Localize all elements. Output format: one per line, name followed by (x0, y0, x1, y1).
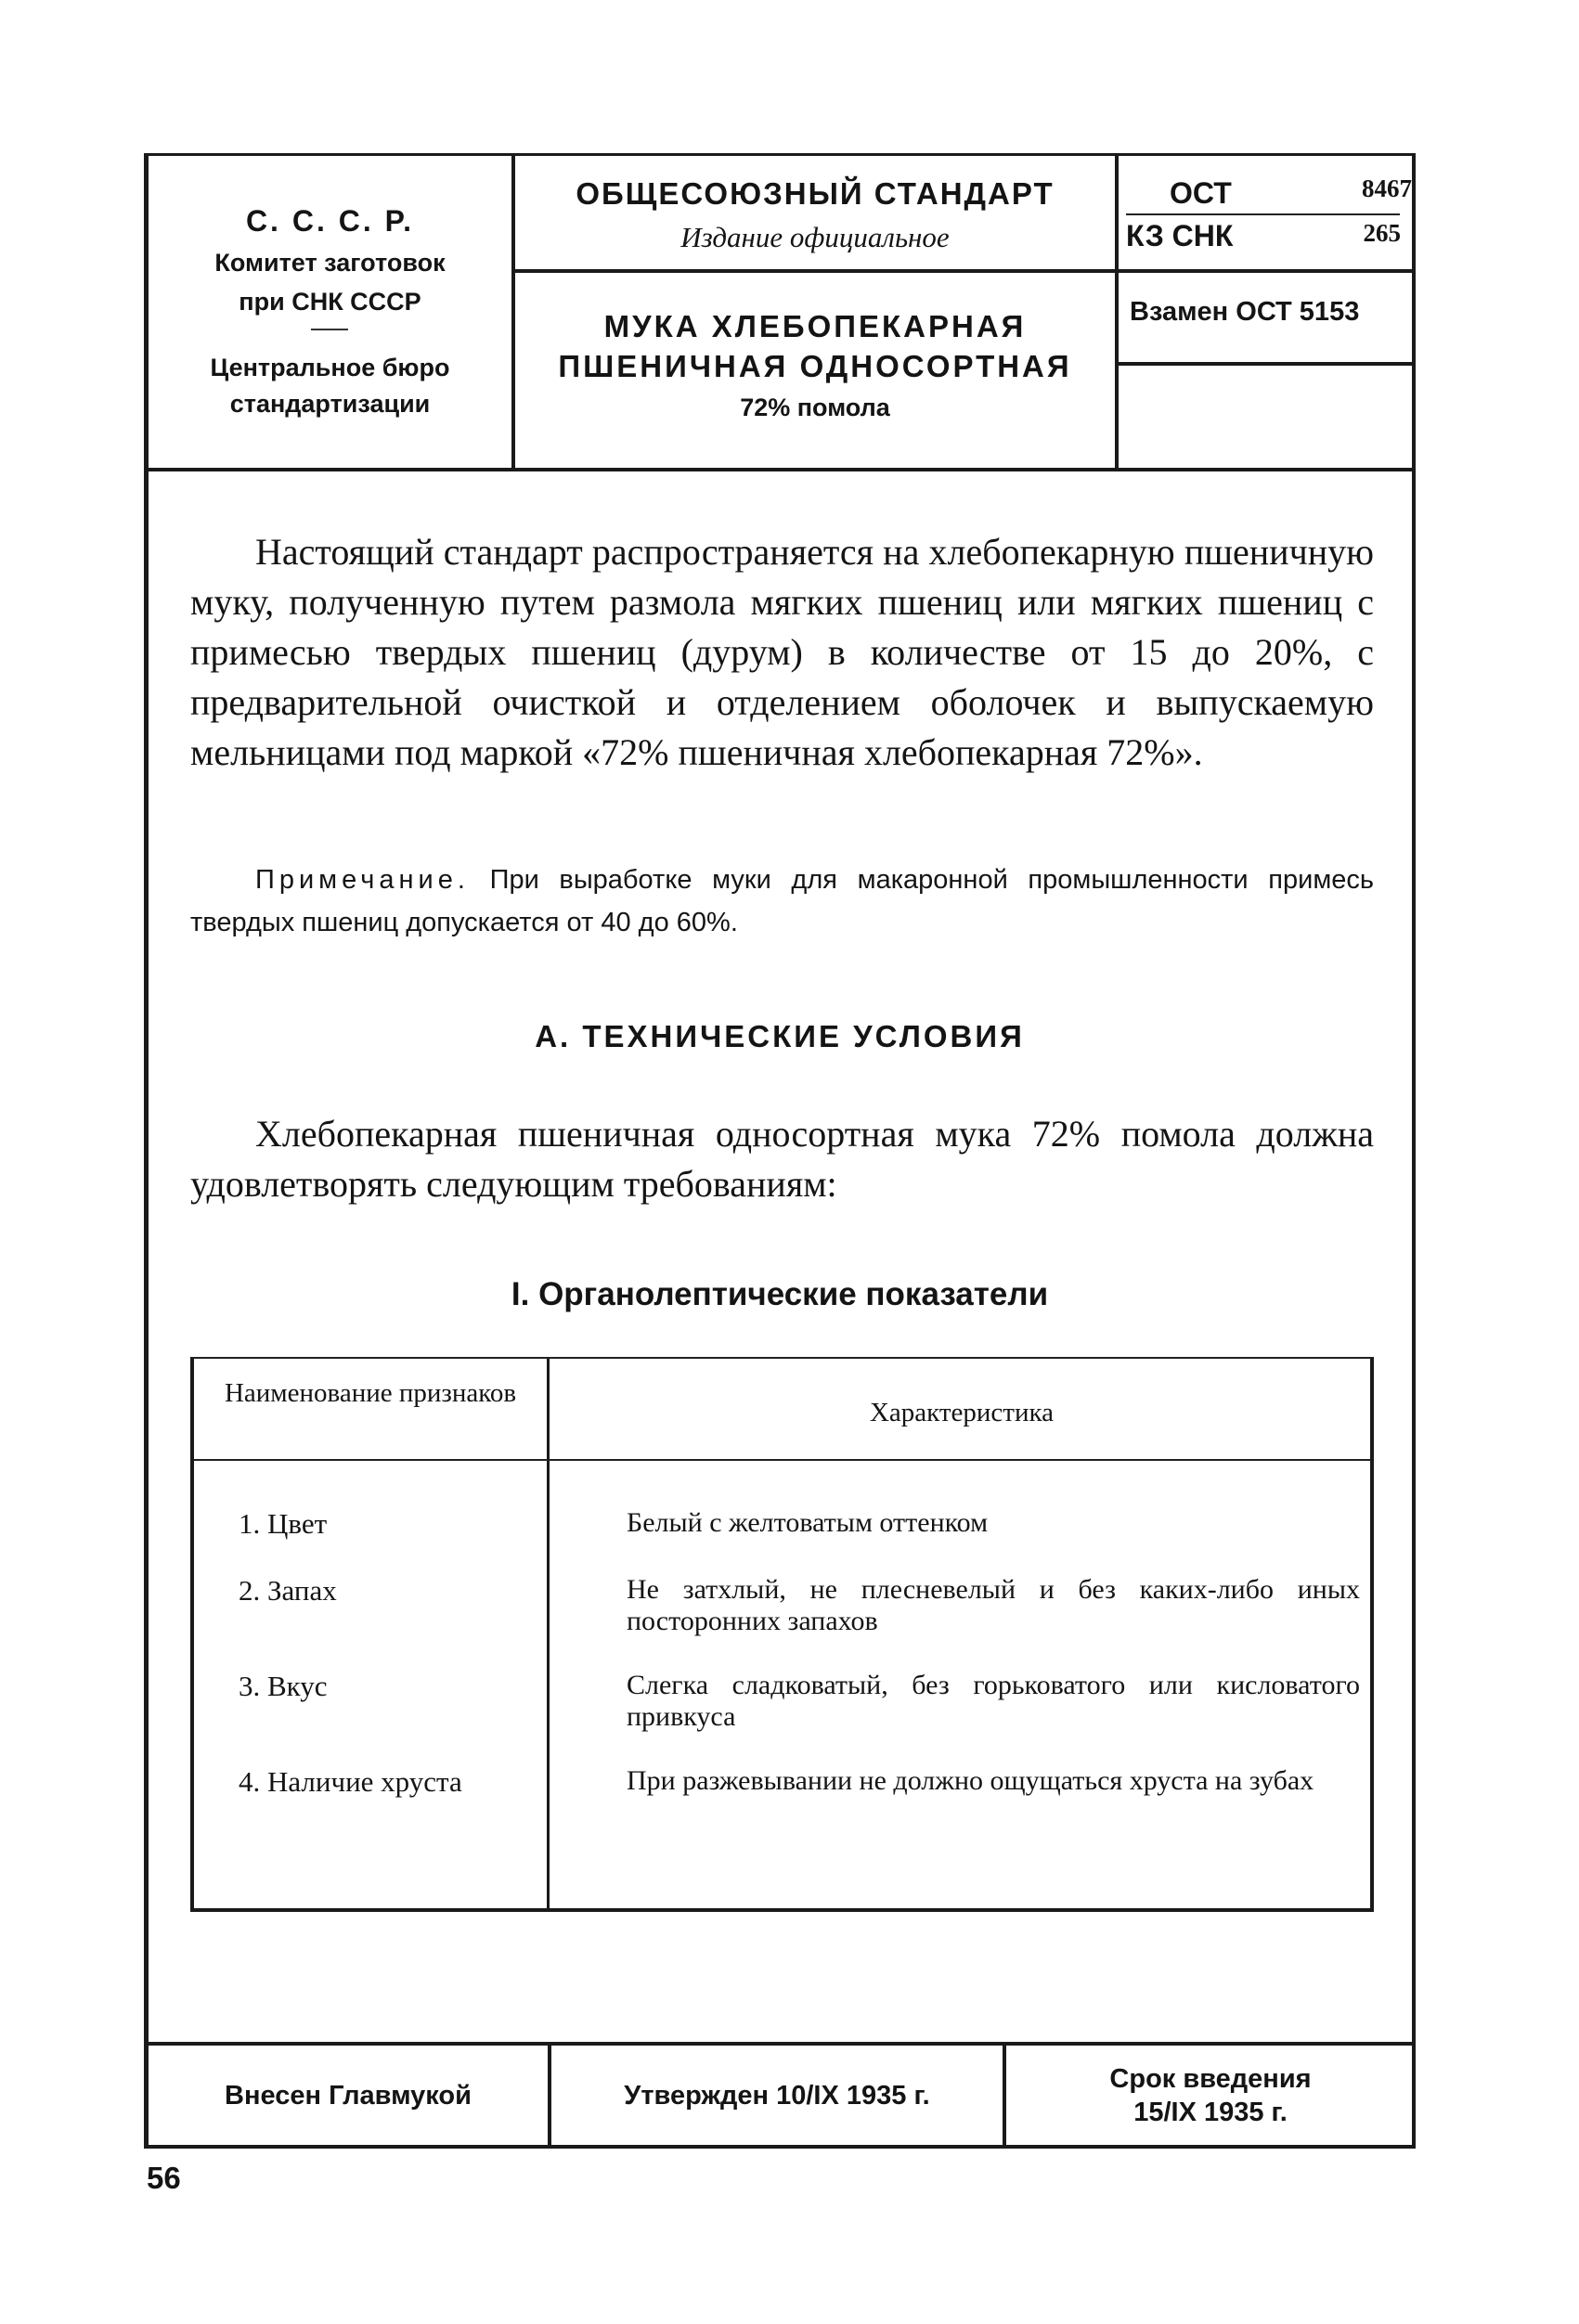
title-separator (515, 269, 1115, 273)
committee-line-2: при СНК СССР (239, 288, 421, 316)
header-block (149, 156, 1412, 471)
product-title-line-2: ПШЕНИЧНАЯ ОДНОСОРТНАЯ (558, 349, 1072, 383)
submitted-by: Внесен Главмукой (225, 2081, 472, 2111)
table-header-name: Наименование признаков (224, 1378, 517, 1408)
effective-date-line-2: 15/IX 1935 г. (1133, 2098, 1288, 2127)
table-cell-value: При разжевывании не должно ощущаться хруста на зубах (627, 1765, 1314, 1796)
table-cell-name: 3. Вкус (239, 1670, 328, 1702)
product-title-line-3: 72% помола (740, 394, 890, 421)
table-cell-name: 1. Цвет (239, 1507, 328, 1540)
number-separator (1126, 213, 1400, 215)
header-separator (194, 1459, 1370, 1461)
kz-label: КЗ СНК (1126, 219, 1234, 252)
bureau-line-2: стандартизации (229, 390, 431, 418)
note-text: При выработке муки для макаронной промышленности примесь твердых пшениц допускается от 40 до 60%. (190, 865, 1375, 937)
table-header-characteristic: Характеристика (869, 1398, 1055, 1427)
note-paragraph (190, 859, 1374, 944)
country-label: С. С. С. Р. (245, 204, 415, 238)
note-label: Примечание. (255, 865, 470, 895)
ost-label: ОСТ (1170, 176, 1232, 210)
standard-number-block (1119, 156, 1412, 468)
footer-block (149, 2042, 1412, 2148)
bureau-line-1: Центральное бюро (210, 354, 450, 381)
table-cell-value: Слегка сладковатый, без горьковатого или кисловатого привкуса (627, 1670, 1360, 1732)
divider-dash (311, 329, 348, 330)
table-cell-name: 4. Наличие хруста (239, 1765, 462, 1798)
edition-label: Издание официальное (680, 221, 950, 253)
intro-paragraph: Настоящий стандарт распространяется на хлебопекарную пшеничную муку, полученную путем размола мягких пшениц или мягких пшениц с примесью твердых пшениц (дурум) в количестве от 15 до 20%, с предварительной очисткой и отделением оболочек и выпускаемую мельницами под маркой «72% пшеничная хлебопекарная 72%». (190, 531, 1374, 773)
table-cell-value: Белый с желтоватым оттенком (627, 1507, 989, 1538)
table-cell-name: 2. Запах (239, 1574, 337, 1607)
approved-date: Утвержден 10/IX 1935 г. (624, 2081, 930, 2111)
number-block-divider (1119, 269, 1412, 273)
replaces-divider (1119, 362, 1412, 366)
effective-date (1006, 2062, 1415, 2129)
product-title-line-1: МУКА ХЛЕБОПЕКАРНАЯ (603, 309, 1027, 343)
table-title: I. Органолептические показатели (511, 1276, 1049, 1312)
committee-line-1: Комитет заготовок (214, 249, 446, 277)
ost-number: 8467 (1362, 174, 1412, 202)
column-separator (547, 1359, 550, 1908)
effective-date-line-1: Срок введения (1109, 2064, 1312, 2094)
requirements-intro: Хлебопекарная пшеничная односортная мука 72% помола должна удовлетворять следующим требованиям: (190, 1113, 1374, 1205)
page-number: 56 (147, 2161, 181, 2195)
kz-number: 265 (1363, 219, 1401, 247)
section-title: А. ТЕХНИЧЕСКИЕ УСЛОВИЯ (535, 1019, 1025, 1053)
replaces-label: Взамен ОСТ 5153 (1130, 297, 1360, 327)
table-cell-value: Не затхлый, не плесневелый и без каких-либо иных посторонних запахов (627, 1574, 1360, 1636)
issuing-authority (149, 156, 515, 468)
organoleptic-table (190, 1357, 1374, 1912)
standard-type: ОБЩЕСОЮЗНЫЙ СТАНДАРТ (576, 176, 1055, 211)
standard-title-block (515, 156, 1119, 468)
